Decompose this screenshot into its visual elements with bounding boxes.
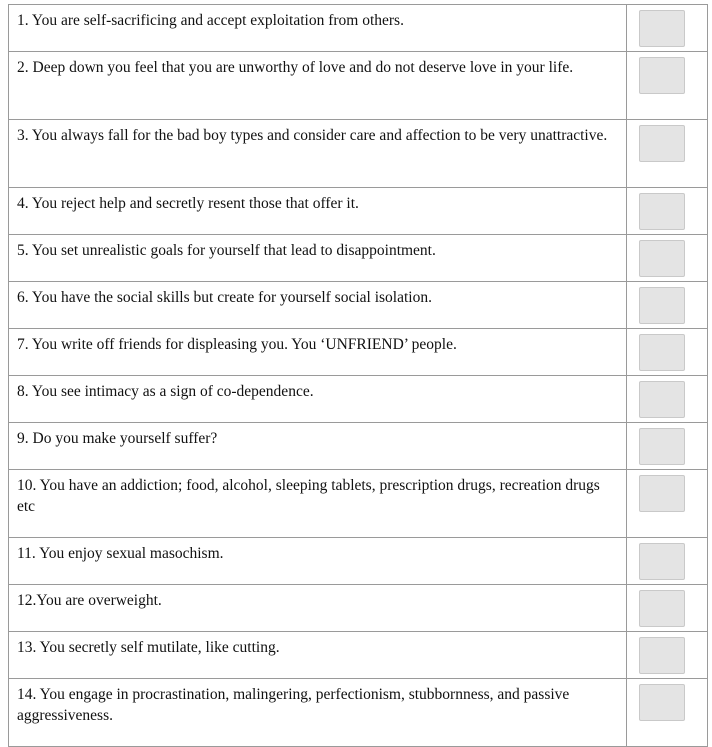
questionnaire xyxy=(8,4,708,747)
answer-input-box[interactable] xyxy=(639,684,685,721)
answer-input-box[interactable] xyxy=(639,57,685,94)
question-row xyxy=(9,120,708,188)
answer-input-box[interactable] xyxy=(639,543,685,580)
question-text: 14. You engage in procrastination, malingering, perfectionism, stubbornness, and passive aggressiveness. xyxy=(9,679,627,747)
answer-input-box[interactable] xyxy=(639,637,685,674)
answer-input-box[interactable] xyxy=(639,10,685,47)
question-text: 1. You are self-sacrificing and accept exploitation from others. xyxy=(9,5,627,52)
question-text: 8. You see intimacy as a sign of co-dependence. xyxy=(9,376,627,423)
answer-cell xyxy=(627,120,708,188)
question-row xyxy=(9,282,708,329)
answer-cell xyxy=(627,282,708,329)
answer-input-box[interactable] xyxy=(639,125,685,162)
question-row xyxy=(9,52,708,120)
question-text: 12.You are overweight. xyxy=(9,585,627,632)
question-row xyxy=(9,235,708,282)
answer-cell xyxy=(627,585,708,632)
question-text: 10. You have an addiction; food, alcohol, sleeping tablets, prescription drugs, recreation drugs etc xyxy=(9,470,627,538)
answer-cell xyxy=(627,679,708,747)
question-rows xyxy=(9,5,708,747)
answer-cell xyxy=(627,235,708,282)
question-text: 4. You reject help and secretly resent those that offer it. xyxy=(9,188,627,235)
answer-input-box[interactable] xyxy=(639,428,685,465)
question-row xyxy=(9,5,708,52)
question-row xyxy=(9,538,708,585)
question-row xyxy=(9,376,708,423)
answer-cell xyxy=(627,376,708,423)
question-text: 13. You secretly self mutilate, like cutting. xyxy=(9,632,627,679)
questionnaire-table xyxy=(8,4,708,747)
question-row xyxy=(9,423,708,470)
answer-cell xyxy=(627,188,708,235)
question-row xyxy=(9,632,708,679)
answer-cell xyxy=(627,538,708,585)
answer-cell xyxy=(627,470,708,538)
question-row xyxy=(9,188,708,235)
answer-input-box[interactable] xyxy=(639,240,685,277)
answer-cell xyxy=(627,423,708,470)
question-text: 6. You have the social skills but create for yourself social isolation. xyxy=(9,282,627,329)
question-text: 3. You always fall for the bad boy types and consider care and affection to be very unattractive. xyxy=(9,120,627,188)
answer-input-box[interactable] xyxy=(639,287,685,324)
question-text: 9. Do you make yourself suffer? xyxy=(9,423,627,470)
question-text: 2. Deep down you feel that you are unworthy of love and do not deserve love in your life. xyxy=(9,52,627,120)
question-row xyxy=(9,585,708,632)
answer-cell xyxy=(627,632,708,679)
answer-cell xyxy=(627,52,708,120)
answer-input-box[interactable] xyxy=(639,475,685,512)
question-text: 5. You set unrealistic goals for yourself that lead to disappointment. xyxy=(9,235,627,282)
question-row xyxy=(9,470,708,538)
answer-cell xyxy=(627,5,708,52)
question-row xyxy=(9,679,708,747)
question-row xyxy=(9,329,708,376)
question-text: 11. You enjoy sexual masochism. xyxy=(9,538,627,585)
question-text: 7. You write off friends for displeasing you. You ‘UNFRIEND’ people. xyxy=(9,329,627,376)
answer-input-box[interactable] xyxy=(639,334,685,371)
answer-input-box[interactable] xyxy=(639,381,685,418)
answer-input-box[interactable] xyxy=(639,193,685,230)
answer-cell xyxy=(627,329,708,376)
answer-input-box[interactable] xyxy=(639,590,685,627)
